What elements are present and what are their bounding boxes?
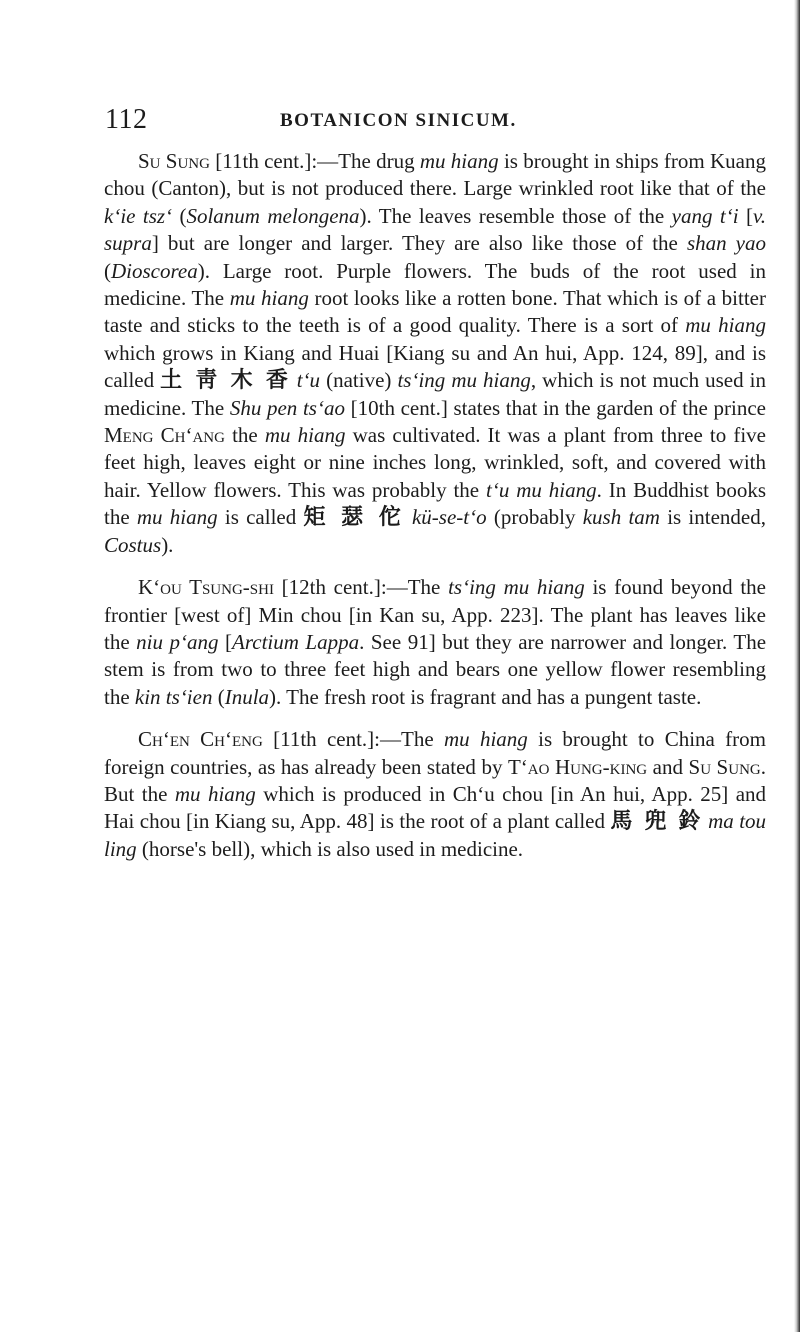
text-run: [11th cent.]:—The drug [209, 149, 420, 173]
italic-term: t‘u mu hiang [486, 477, 597, 502]
text-run: . But the [104, 754, 766, 806]
text-run: . See 91] but they are narrower and longer. The stem is from two to three feet high and bears one yellow flower resembling the [104, 629, 767, 709]
text-run [405, 505, 412, 529]
italic-term: k‘ie tsz‘ [104, 203, 173, 228]
chinese-characters: 土 靑 木 香 [160, 368, 291, 394]
paragraph-su-sung [104, 148, 766, 559]
text-run: ] but are longer and larger. They are also like those of the [151, 231, 687, 256]
italic-term: mu hiang [229, 286, 309, 311]
italic-term: Costus [104, 532, 162, 557]
text-run: , which is not much used in medicine. The [104, 368, 767, 420]
author-name: Su Sung [688, 754, 761, 779]
text-run: ). The fresh root is fragrant and has a pungent taste. [269, 684, 702, 709]
page-header [105, 104, 765, 136]
text-run: is brought to China from foreign countries, as has already been stated by [104, 727, 766, 779]
text-run: is brought in ships from Kuang chou (Canton), but is not produced there. Large wrinkled root like that of the [104, 149, 767, 201]
italic-term: mu hiang [685, 313, 767, 338]
italic-term: kush tam [582, 505, 660, 530]
text-run: ). [161, 532, 174, 557]
text-run: (native) [320, 368, 398, 393]
text-run: ). Large root. Purple flowers. The buds of the root used in medicine. The [104, 258, 766, 311]
text-run: [ [218, 629, 233, 654]
italic-term: v. supra [104, 203, 766, 256]
italic-term: kin ts‘ien [134, 684, 213, 709]
italic-term: mu hiang [264, 423, 346, 448]
text-run: which grows in Kiang and Huai [Kiang su and An hui, App. 124, 89], and is called [104, 340, 766, 393]
author-name: T‘ao Hung-king [507, 754, 648, 779]
page-edge-shadow [794, 0, 800, 1332]
body-text [104, 148, 766, 878]
italic-term: Arctium Lappa [232, 629, 360, 654]
text-run: ). The leaves resemble those of the [359, 203, 672, 228]
italic-term: mu hiang [174, 781, 256, 806]
text-run: [12th cent.]:—The [273, 575, 449, 600]
text-run: the [224, 423, 265, 448]
text-run: was cultivated. It was a plant from three to five feet high, leaves eight or nine inches long, wrinkled, soft, and covered with hair. Yellow flowers. This was probably the [104, 423, 766, 502]
italic-term: mu hiang [136, 505, 218, 530]
running-title: BOTANICON SINICUM. [280, 110, 517, 131]
text-run: which is produced in Ch‘u chou [in An hui, App. 25] and Hai chou [in Kiang su, App. 48] is the root of a plant called [104, 781, 767, 834]
text-run: is called [217, 505, 304, 530]
italic-term: mu hiang [419, 149, 499, 173]
italic-term: ts‘ing mu hiang [448, 575, 585, 600]
italic-term: ma tou ling [104, 809, 767, 861]
italic-term: kü-se-t‘o [411, 505, 487, 530]
italic-term: shan yao [686, 231, 766, 256]
italic-term: yang t‘i [671, 203, 739, 228]
page-number: 112 [105, 104, 148, 135]
text-run: . In Buddhist books the [104, 477, 767, 530]
italic-term: Solanum melongena [186, 203, 360, 228]
paragraph-kou-tsung-shi [104, 574, 766, 711]
text-run: [ [738, 203, 753, 228]
italic-term: niu p‘ang [136, 629, 219, 654]
text-run: (horse's bell), which is also used in medicine. [136, 836, 524, 861]
chinese-characters: 馬 兜 鈴 [610, 809, 703, 835]
text-run: ( [104, 258, 111, 283]
italic-term: mu hiang [443, 727, 528, 752]
italic-term: Dioscorea [111, 258, 198, 283]
text-run: (probably [486, 505, 583, 530]
text-run: ( [212, 684, 225, 709]
text-run: and [647, 754, 689, 779]
text-run: is intended, [659, 505, 766, 530]
author-name: K‘ou Tsung-shi [138, 575, 274, 600]
paragraph-chen-cheng [104, 726, 766, 863]
chinese-characters: 矩 瑟 佗 [303, 505, 405, 531]
text-run: is found beyond the frontier [west of] Min chou [in Kan su, App. 223]. The plant has leaves like the [104, 575, 767, 654]
author-name: Ch‘en Ch‘eng [138, 727, 263, 752]
text-run: [11th cent.]:—The [262, 727, 444, 752]
italic-term: t‘u [296, 368, 321, 393]
author-name: Meng Ch‘ang [104, 423, 225, 448]
text-run: ( [172, 203, 187, 228]
italic-term: ts‘ing mu hiang [397, 368, 531, 393]
author-name: Su Sung [138, 149, 210, 173]
italic-term: Inula [224, 684, 270, 709]
text-run: root looks like a rotten bone. That which is of a bitter taste and sticks to the teeth is of a good quality. There is a sort of [104, 286, 766, 338]
text-run: [10th cent.] states that in the garden of the prince [344, 395, 766, 420]
italic-term: Shu pen ts‘ao [229, 395, 345, 420]
